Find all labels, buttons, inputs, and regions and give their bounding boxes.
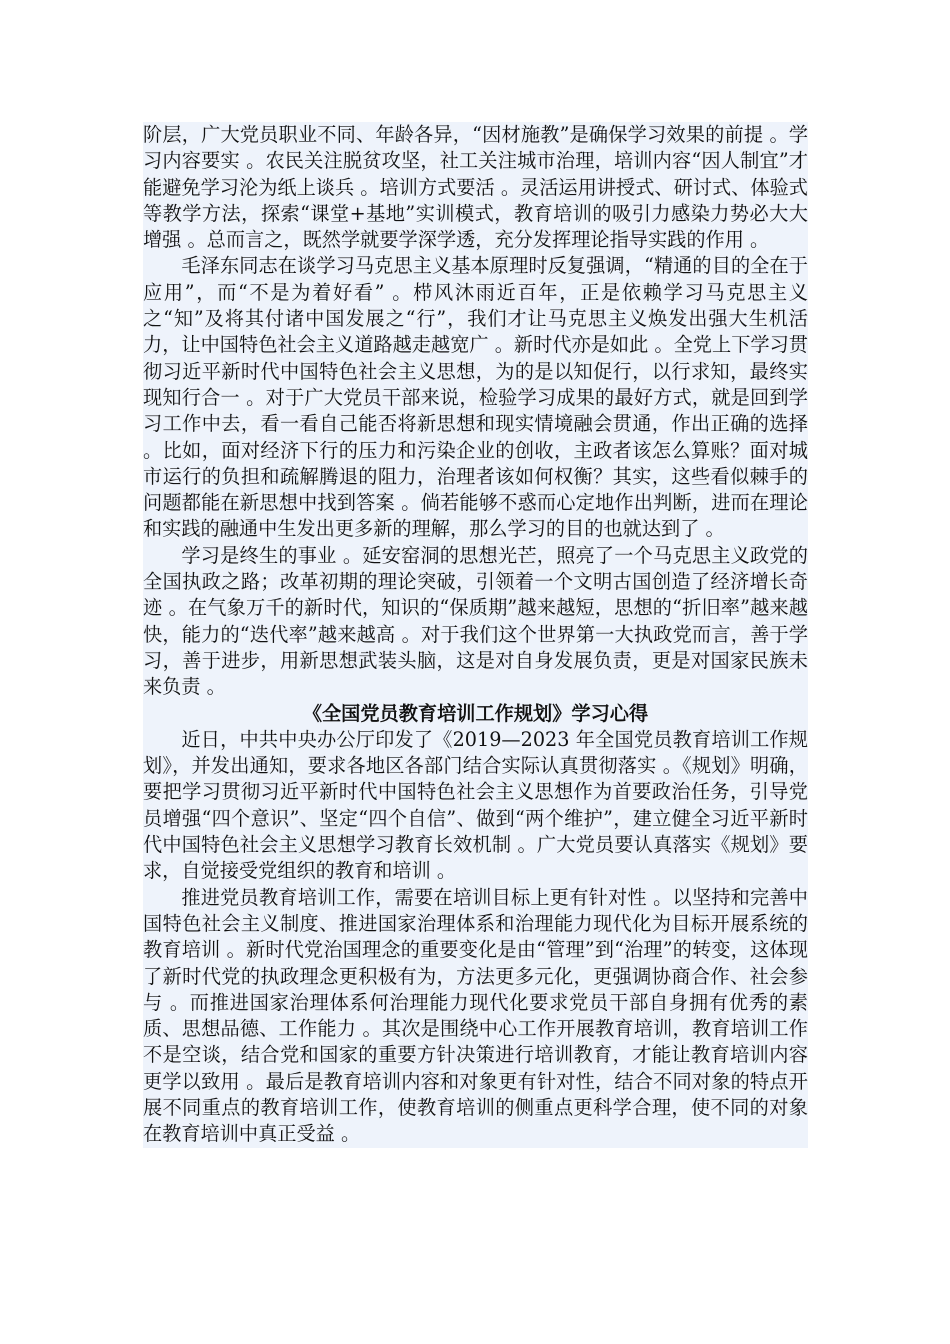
paragraph-continued: 阶层，广大党员职业不同、年龄各异，“因材施教”是确保学习效果的前提 。学习内容要实 。农民关注脱贫攻坚，社工关注城市治理，培训内容“因人制宜”才能避免学习沦为纸上谈兵 。培训方式要活 。灵活运用讲授式、研讨式、体验式等教学方法，探索“课堂+基地”实训模式，教育培训的吸引力感染力势必大大增强 。总而言之，既然学就要学深学透，充分发挥理论指导实践的作用 。 bbox=[143, 122, 808, 253]
paragraph-mao-zedong: 毛泽东同志在谈学习马克思主义基本原理时反复强调，“精通的目的全在于应用”，而“不是为着好看” 。栉风沐雨近百年，正是依赖学习马克思主义之“知”及将其付诸中国发展之“行”，我们才让马克思主义焕发出强大生机活力，让中国特色社会主义道路越走越宽广 。新时代亦是如此 。全党上下学习贯彻习近平新时代中国特色社会主义思想，为的是以知促行，以行求知，最终实现知行合一 。对于广大党员干部来说，检验学习成果的最好方式，就是回到学习工作中去，看一看自己能否将新思想和现实情境融会贯通，作出正确的选择 。比如，面对经济下行的压力和污染企业的创收，主政者该怎么算账？面对城市运行的负担和疏解腾退的阻力，治理者该如何权衡？其实，这些看似棘手的问题都能在新思想中找到答案 。倘若能够不惑而心定地作出判断，进而在理论和实践的融通中生发出更多新的理解，那么学习的目的也就达到了 。 bbox=[143, 253, 808, 542]
paragraph-recent-notice: 近日，中共中央办公厅印发了《2019—2023 年全国党员教育培训工作规划》，并发出通知，要求各地区各部门结合实际认真贯彻落实 。《规划》明确，要把学习贯彻习近平新时代中国特色社会主义思想作为首要政治任务，引导党员增强“四个意识”、坚定“四个自信”、做到“两个维护”，建立健全习近平新时代中国特色社会主义思想学习教育长效机制 。广大党员要认真落实《规划》要求，自觉接受党组织的教育和培训 。 bbox=[143, 727, 808, 885]
section-title: 《全国党员教育培训工作规划》学习心得 bbox=[143, 701, 808, 727]
paragraph-lifelong-learning: 学习是终生的事业 。延安窑洞的思想光芒，照亮了一个马克思主义政党的全国执政之路；改革初期的理论突破，引领着一个文明古国创造了经济增长奇迹 。在气象万千的新时代，知识的“保质期”越来越短，思想的“折旧率”越来越快，能力的“迭代率”越来越高 。对于我们这个世界第一大执政党而言，善于学习，善于进步，用新思想武装头脑，这是对自身发展负责，更是对国家民族未来负责 。 bbox=[143, 543, 808, 701]
paragraph-training-goals: 推进党员教育培训工作，需要在培训目标上更有针对性 。以坚持和完善中国特色社会主义制度、推进国家治理体系和治理能力现代化为目标开展系统的教育培训 。新时代党治国理念的重要变化是由“管理”到“治理”的转变，这体现了新时代党的执政理念更积极有为，方法更多元化，更强调协商合作、社会参与 。而推进国家治理体系何治理能力现代化要求党员干部自身拥有优秀的素质、思想品德、工作能力 。其次是围绕中心工作开展教育培训，教育培训工作不是空谈，结合党和国家的重要方针决策进行培训教育，才能让教育培训内容更学以致用 。最后是教育培训内容和对象更有针对性，结合不同对象的特点开展不同重点的教育培训工作，使教育培训的侧重点更科学合理，使不同的对象在教育培训中真正受益 。 bbox=[143, 885, 808, 1148]
document-body bbox=[143, 122, 808, 1148]
